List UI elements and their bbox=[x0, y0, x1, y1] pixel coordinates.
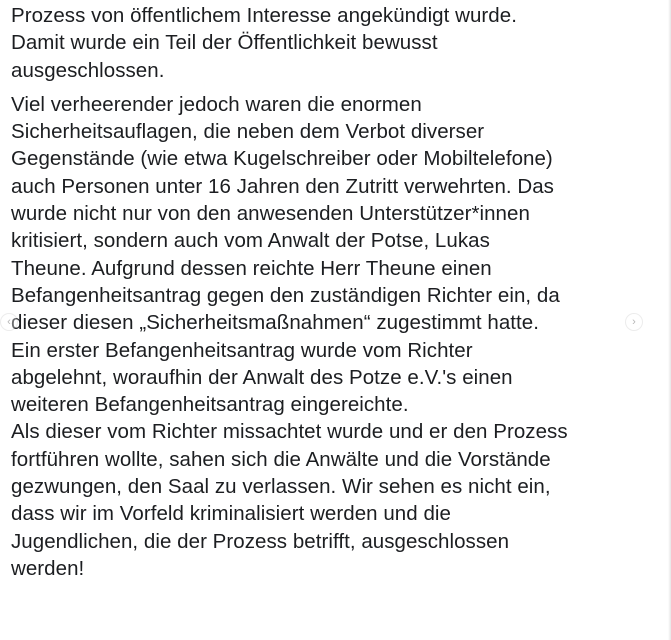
text-line: gezwungen, den Saal zu verlassen. Wir sehen es nicht ein, bbox=[11, 475, 551, 499]
paragraph-1 bbox=[11, 2, 667, 84]
text-line: Damit wurde ein Teil der Öffentlichkeit bewusst bbox=[11, 31, 438, 55]
text-line: Viel verheerender jedoch waren die enormen bbox=[11, 92, 422, 116]
chevron-right-icon[interactable]: › bbox=[626, 314, 642, 330]
text-line: Theune. Aufgrund dessen reichte Herr Theune einen bbox=[11, 256, 492, 280]
post-text bbox=[11, 2, 667, 582]
text-line: Prozess von öffentlichem Interesse angekündigt wurde. bbox=[11, 4, 517, 27]
text-line: Befangenheitsantrag gegen den zuständigen Richter ein, da bbox=[11, 283, 560, 307]
text-line: dass wir im Vorfeld kriminalisiert werden und die bbox=[11, 502, 451, 526]
paragraph-2 bbox=[11, 91, 667, 582]
text-line: Jugendlichen, die der Prozess betrifft, ausgeschlossen bbox=[11, 529, 510, 553]
text-line: wurde nicht nur von den anwesenden Unterstützer*innen bbox=[11, 202, 530, 226]
paragraph-gap bbox=[11, 84, 667, 91]
text-line: werden! bbox=[11, 556, 85, 580]
text-line: dieser diesen „Sicherheitsmaßnahmen“ zugestimmt hatte. bbox=[11, 311, 539, 335]
text-line: kritisiert, sondern auch vom Anwalt der Potse, Lukas bbox=[11, 229, 490, 253]
text-line: abgelehnt, woraufhin der Anwalt des Potze e.V.'s einen bbox=[11, 365, 513, 389]
chevron-left-icon[interactable]: ‹ bbox=[1, 314, 17, 330]
text-line: fortführen wollte, sahen sich die Anwälte und die Vorstände bbox=[11, 447, 551, 471]
text-line: auch Personen unter 16 Jahren den Zutritt verwehrten. Das bbox=[11, 174, 554, 198]
text-line: Sicherheitsauflagen, die neben dem Verbot diverser bbox=[11, 120, 485, 144]
text-line: Als dieser vom Richter missachtet wurde und er den Prozess bbox=[11, 420, 568, 444]
text-line: ausgeschlossen. bbox=[11, 58, 165, 82]
text-line: Gegenstände (wie etwa Kugelschreiber oder Mobiltelefone) bbox=[11, 147, 553, 171]
text-line: Ein erster Befangenheitsantrag wurde vom Richter bbox=[11, 338, 473, 362]
text-line: weiteren Befangenheitsantrag eingereichte. bbox=[11, 393, 409, 417]
